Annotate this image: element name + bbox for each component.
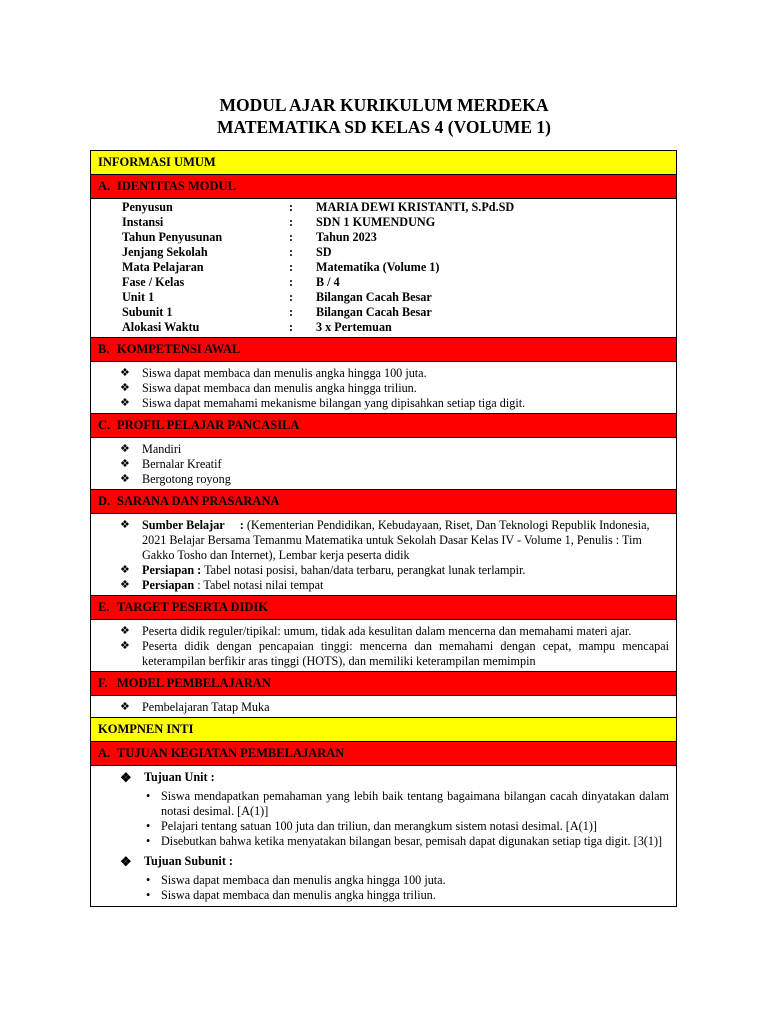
list-item: ❖ Persiapan : Tabel notasi posisi, bahan/data terbaru, perangkat lunak terlampir. [120,563,526,577]
identitas-header [91,175,676,199]
identity-label: Instansi [122,215,164,229]
profil-header [91,414,676,438]
identity-label: Alokasi Waktu [122,320,200,334]
module-table [90,150,677,907]
identity-value: Bilangan Cacah Besar [316,290,432,304]
list-item: ❖ Siswa dapat membaca dan menulis angka hingga 100 juta. [120,366,427,380]
title-line-2: MATEMATIKA SD KELAS 4 (VOLUME 1) [217,117,551,137]
identity-row [91,260,676,275]
section-title: PROFIL PELAJAR PANCASILA [117,418,300,432]
list-item: ❖ Siswa dapat memahami mekanisme bilangan yang dipisahkan setiap tiga digit. [120,396,526,410]
identity-value: B / 4 [316,275,340,289]
tujuan-body [91,766,676,906]
identity-value: MARIA DEWI KRISTANTI, S.Pd.SD [316,200,515,214]
diamond-bullet-icon: ❖ [120,443,130,455]
identity-value: 3 x Pertemuan [316,320,392,334]
section-title: MODEL PEMBELAJARAN [117,676,271,690]
identity-value: Bilangan Cacah Besar [316,305,432,319]
round-bullet-icon: • [146,819,151,833]
section-title: KOMPETENSI AWAL [117,342,241,356]
identity-label: Mata Pelajaran [122,260,204,274]
identity-row [91,275,676,290]
model-body [91,696,676,718]
identity-colon: : [289,215,294,229]
kompetensi-header [91,338,676,362]
list-item: ❖ Siswa dapat membaca dan menulis angka hingga triliun. [120,381,417,395]
list-item: ❖ Peserta didik reguler/tipikal: umum, tidak ada kesulitan dalam mencerna dan memahami materi ajar. [120,624,632,638]
identity-colon: : [289,260,294,274]
section-letter: C. [98,418,111,432]
section-title: SARANA DAN PRASARANA [117,494,280,508]
round-bullet-icon: • [146,834,151,848]
round-bullet-icon: • [146,789,151,803]
list-item: • Siswa mendapatkan pemahaman yang lebih baik tentang bagaimana bilangan cacah dinyatakan dalam notasi desimal. [A(1)] [146,789,669,818]
diamond-bullet-icon: ❖ [120,458,130,470]
identity-label: Penyusun [122,200,173,214]
identity-label: Fase / Kelas [122,275,185,289]
kompnen-inti-header: KOMPNEN INTI [91,718,676,742]
list-item: • Disebutkan bahwa ketika menyatakan bilangan besar, pemisah dapat digunakan setiap tiga digit. [3(1)] [146,834,663,848]
section-letter: A. [98,179,111,193]
diamond-bullet-icon: ❖ [120,579,130,591]
list-item: ❖ Peserta didik dengan pencapaian tinggi: mencerna dan memahami dengan cepat, mampu mencapai keterampilan berfikir aras tinggi (HOTS), dan memiliki keterampilan memimpin [120,639,669,668]
section-letter: E. [98,600,110,614]
identity-colon: : [289,230,294,244]
round-bullet-icon: • [146,873,151,887]
identity-label: Unit 1 [122,290,155,304]
list-item: ❖ Bergotong royong [120,472,231,486]
identity-colon: : [289,245,294,259]
diamond-bullet-icon: ❖ [120,640,130,652]
list-item: ❖ Mandiri [120,442,182,456]
identity-row [91,200,676,215]
list-item: ❖ Persiapan : Tabel notasi nilai tempat [120,578,324,592]
target-body [91,620,676,672]
identity-row [91,305,676,320]
round-bullet-icon: • [146,888,151,902]
model-header [91,672,676,696]
list-item: • Siswa dapat membaca dan menulis angka hingga 100 juta. [146,873,446,887]
diamond-bullet-icon: ❖ [120,519,130,531]
tujuan-header [91,742,676,766]
list-item: ❖ Sumber Belajar : (Kementerian Pendidikan, Kebudayaan, Riset, Dan Teknologi Republik Indonesia, 2021 Belajar Bersama Temanmu Matematika untuk Sekolah Dasar Kelas IV - Volume 1, Penulis : Tim Gakko Tosho dan Internet), Lembar kerja peserta didik [120,518,650,562]
section-letter: A. [98,746,111,760]
identity-row [91,215,676,230]
identity-row [91,290,676,305]
section-letter: B. [98,342,110,356]
sarana-header [91,490,676,514]
title-line-1: MODUL AJAR KURIKULUM MERDEKA [219,95,549,115]
target-header [91,596,676,620]
identity-value: Matematika (Volume 1) [316,260,440,274]
diamond-bullet-icon: ❖ [120,382,130,394]
identity-value: SD [316,245,332,259]
identity-colon: : [289,305,294,319]
identity-colon: : [289,290,294,304]
identity-row [91,245,676,260]
identity-colon: : [289,320,294,334]
diamond-bullet-icon: ❖ [120,473,130,485]
identity-row [91,320,676,335]
diamond-bullet-icon: ❖ [120,625,130,637]
section-title: TARGET PESERTA DIDIK [117,600,268,614]
identity-value: SDN 1 KUMENDUNG [316,215,436,229]
list-item: • Pelajari tentang satuan 100 juta dan triliun, dan merangkum sistem notasi desimal. [A(1)] [146,819,597,833]
identity-colon: : [289,275,294,289]
list-item: • Siswa dapat membaca dan menulis angka hingga triliun. [146,888,436,902]
informasi-umum-header: INFORMASI UMUM [91,151,676,175]
section-letter: D. [98,494,111,508]
list-item: ❖ Bernalar Kreatif [120,457,222,471]
diamond-bullet-icon: ❖ [120,770,132,785]
diamond-bullet-icon: ❖ [120,397,130,409]
section-letter: F. [98,676,108,690]
tujuan-subunit-heading: ❖ Tujuan Subunit : [120,854,233,869]
identity-value: Tahun 2023 [316,230,377,244]
diamond-bullet-icon: ❖ [120,854,132,869]
list-item: ❖ Pembelajaran Tatap Muka [120,700,270,714]
section-title: TUJUAN KEGIATAN PEMBELAJARAN [117,746,345,760]
tujuan-unit-heading: ❖ Tujuan Unit : [120,770,215,785]
identity-label: Tahun Penyusunan [122,230,223,244]
identity-row [91,230,676,245]
sarana-body [91,514,676,596]
identity-colon: : [289,200,294,214]
diamond-bullet-icon: ❖ [120,367,130,379]
kompetensi-body [91,362,676,414]
section-title: IDENTITAS MODUL [117,179,236,193]
identity-label: Subunit 1 [122,305,173,319]
diamond-bullet-icon: ❖ [120,701,130,713]
document-title [0,94,768,138]
profil-body [91,438,676,490]
identitas-body [91,199,676,338]
diamond-bullet-icon: ❖ [120,564,130,576]
identity-label: Jenjang Sekolah [122,245,208,259]
